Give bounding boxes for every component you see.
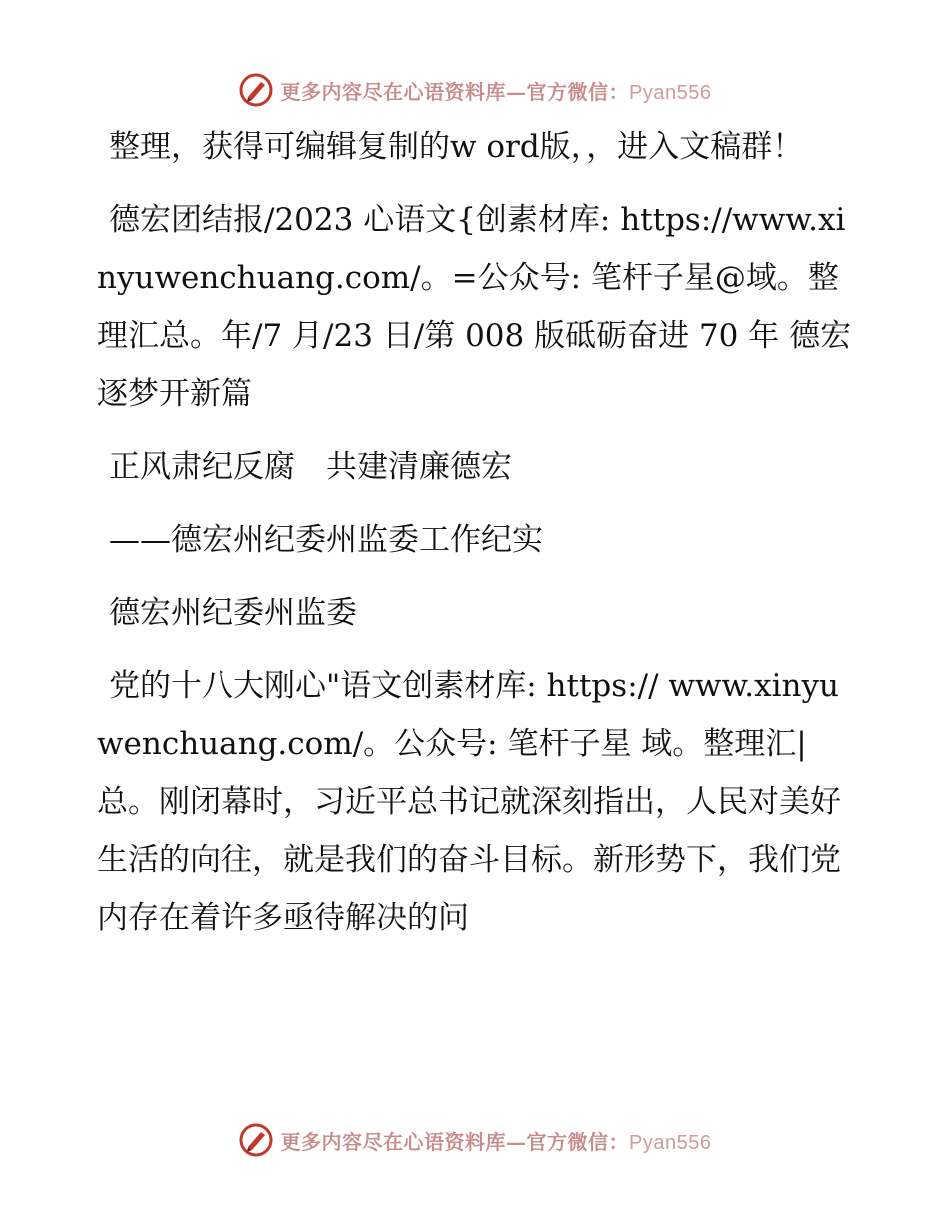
header-watermark-handle: Pyan556 — [629, 81, 712, 104]
paragraph-intro: 整理，获得可编辑复制的w ord版，，进入文稿群！ — [109, 129, 804, 165]
pen-logo-icon — [239, 1123, 273, 1157]
footer-watermark-text: 更多内容尽在心语资料库—官方微信：Pyan556 — [280, 1129, 712, 1154]
pen-logo-icon — [239, 73, 273, 107]
article-title: 正风肃纪反腐 共建清廉德宏 — [109, 449, 512, 485]
paragraph-source: 德宏团结报/2023 心语文{创素材库: https://www.xinyuwenchuang.com/。=公众号: 笔杆子星@域。整理汇总。年/7 月/23 日/第 008 版砥砺奋进 70 年 德宏逐梦开新篇 — [97, 202, 852, 412]
article-author: 德宏州纪委州监委 — [109, 595, 357, 631]
document-body — [97, 118, 857, 962]
footer-watermark-banner — [0, 1120, 950, 1160]
footer-watermark-handle: Pyan556 — [629, 1131, 712, 1154]
header-watermark-text: 更多内容尽在心语资料库—官方微信：Pyan556 — [280, 79, 712, 104]
header-watermark-banner — [0, 70, 950, 110]
article-subtitle: ——德宏州纪委州监委工作纪实 — [109, 522, 543, 558]
paragraph-body: 党的十八大刚心"语文创素材库: https:// www.xinyuwenchuang.com/。公众号: 笔杆子星 域。整理汇|总。刚闭幕时，习近平总书记就深刻指出，人民对美好生活的向往，就是我们的奋斗目标。新形势下，我们党内存在着许多亟待解决的问 — [97, 668, 841, 936]
